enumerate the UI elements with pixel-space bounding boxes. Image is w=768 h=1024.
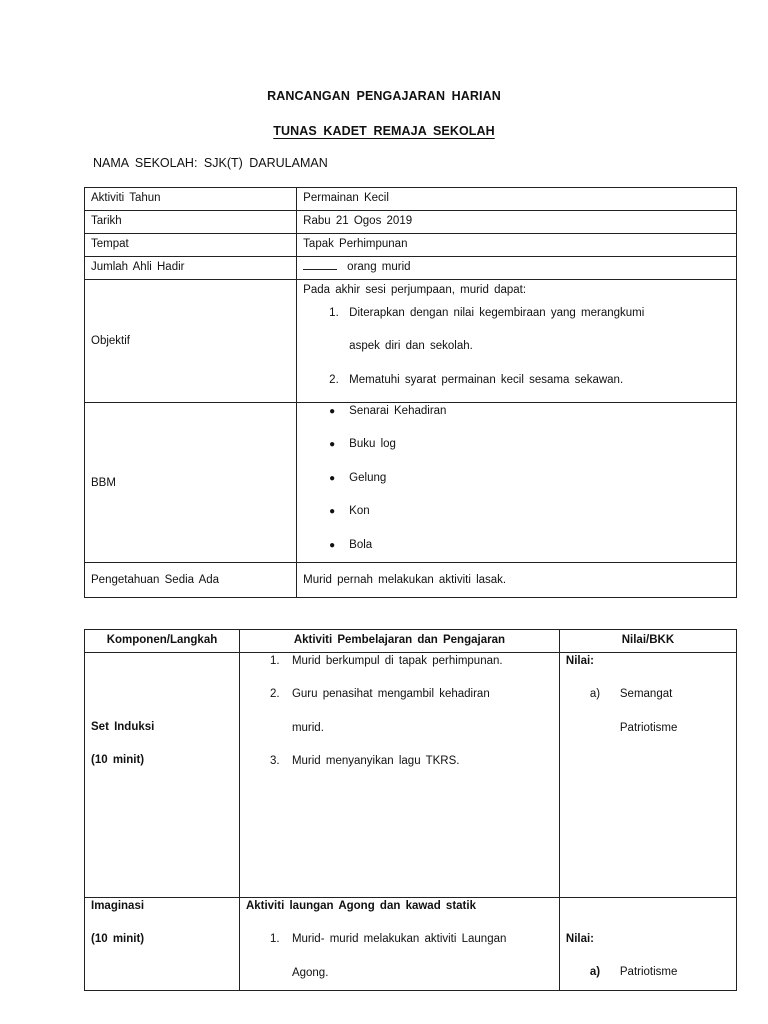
table-row (85, 188, 737, 211)
bullet-icon: ● (329, 506, 336, 518)
row-label: Objektif (85, 280, 297, 403)
activity-list (246, 645, 553, 779)
row-label: Tarikh (85, 211, 297, 234)
list-item: 3. Murid menyanyikan lagu TKRS. (269, 755, 460, 768)
value-cell (559, 653, 736, 898)
attendance-blank (303, 258, 337, 270)
activity-cell (239, 653, 559, 898)
row-value: orang murid (297, 257, 737, 280)
list-item: 1. Murid- murid melakukan aktiviti Laungan Agong. (269, 933, 507, 979)
list-item: 1. Murid berkumpul di tapak perhimpunan. (269, 655, 503, 667)
row-value: Rabu 21 Ogos 2019 (297, 211, 737, 234)
table-row-bbm (85, 403, 737, 563)
objective-content (297, 280, 737, 403)
list-item: ● Bola (303, 529, 730, 562)
row-label: Aktiviti Tahun (85, 188, 297, 211)
value-cell (559, 898, 736, 991)
table-row (85, 234, 737, 257)
component-duration: (10 minit) (91, 754, 145, 767)
list-item: ● Gelung (303, 462, 730, 495)
document-subtitle: TUNAS KADET REMAJA SEKOLAH (273, 124, 495, 138)
table-row-objective (85, 280, 737, 403)
plan-row-set-induksi (85, 653, 737, 898)
table-row-attendance (85, 257, 737, 280)
column-header: Aktiviti Pembelajaran dan Pengajaran (239, 630, 559, 653)
list-item: ● Buku log (303, 428, 730, 461)
school-name: NAMA SEKOLAH: SJK(T) DARULAMAN (93, 156, 328, 170)
column-header: Komponen/Langkah (85, 630, 240, 653)
bullet-icon: ● (329, 406, 336, 417)
row-value: Murid pernah melakukan aktiviti lasak. (297, 563, 737, 598)
list-item: 2. Mematuhi syarat permainan kecil sesama sekawan. (329, 373, 624, 386)
bbm-content (297, 403, 737, 563)
list-item: ● Senarai Kehadiran (303, 395, 730, 428)
row-value: Tapak Perhimpunan (297, 234, 737, 257)
row-label: Pengetahuan Sedia Ada (85, 563, 297, 598)
table-row-prior (85, 563, 737, 598)
objective-intro: Pada akhir sesi perjumpaan, murid dapat: (303, 284, 527, 296)
column-header: Nilai/BKK (559, 630, 736, 653)
bullet-icon: ● (329, 439, 336, 451)
nilai-item: a) Patriotisme (589, 966, 678, 979)
activity-cell (239, 898, 559, 991)
table-row (85, 211, 737, 234)
list-item: 2. Guru penasihat mengambil kehadiran murid. (269, 688, 490, 734)
plan-row-imaginasi (85, 898, 737, 991)
bullet-icon: ● (329, 472, 336, 484)
bullet-icon: ● (329, 539, 336, 551)
row-value: Permainan Kecil (297, 188, 737, 211)
bbm-list (303, 395, 730, 562)
activity-list (246, 923, 553, 990)
document-title: RANCANGAN PENGAJARAN HARIAN (267, 89, 501, 103)
nilai-label: Nilai: (565, 933, 595, 945)
list-item: ● Kon (303, 495, 730, 528)
component-duration: (10 minit) (91, 933, 145, 946)
activity-heading: Aktiviti laungan Agong dan kawad statik (245, 900, 476, 912)
list-item: 1. Diterapkan dengan nilai kegembiraan yang merangkumi aspek diri dan sekolah. (329, 307, 645, 353)
info-table (84, 187, 737, 598)
row-label: Jumlah Ahli Hadir (85, 257, 297, 280)
plan-table (84, 629, 737, 991)
row-label: Tempat (85, 234, 297, 257)
row-label: BBM (85, 403, 297, 563)
component-name: Set Induksi (91, 721, 155, 733)
component-name: Imaginasi (91, 900, 145, 912)
component-cell (85, 653, 240, 898)
component-cell (85, 898, 240, 991)
objective-list (303, 297, 730, 397)
nilai-item: a) Semangat Patriotisme (589, 688, 678, 734)
nilai-label: Nilai: (565, 655, 595, 667)
